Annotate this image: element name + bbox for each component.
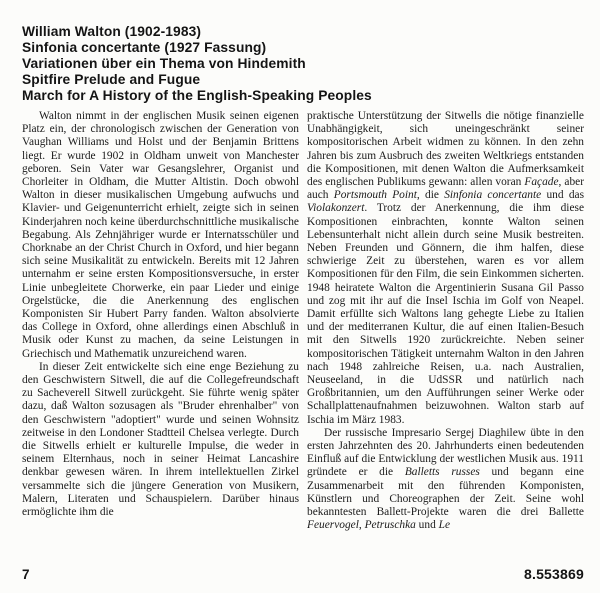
paragraph xyxy=(307,427,584,533)
paragraph xyxy=(307,110,584,427)
text-run-italic: Balletts russes xyxy=(404,466,480,479)
text-run: . Trotz der Anerkennung, die ihm diese Kompositionen einbrachten, konnte Walton seinen Lebensunterhalt nicht allein durch seine Musik bestreiten. Neben Freunden und Gönnern, die ihm halfen, diese schwierige Zeit zu überstehen, waren es vor allem Kompositionen für den Film, die sein Einkommen sicherten. 1948 heiratete Walton die Argentinierin Susana Gil Passo und zog mit ihr auf die Insel Ischia im Golf von Neapel. Damit erfüllte sich Waltons lang gehegte Liebe zu Italien und der mediterranen Kultur, die auf einen Italien-Besuch mit den Sitwells 1920 zurückreichte. Neben seiner kompositorischen Tätigkeit unternahm Walton in den Jahren nach 1948 zahlreiche Reisen, u.a. nach Australien, Neuseeland, in die UdSSR und natürlich nach Großbritannien, um den Aufführungen seiner Werke oder Schallplattenaufnahmen beizuwohnen. Walton starb auf Ischia im März 1983. xyxy=(307,202,584,426)
text-column-right xyxy=(307,110,584,533)
text-run: , aber auch xyxy=(307,176,584,202)
text-run-italic: Petruschka xyxy=(364,519,416,532)
text-run: , xyxy=(358,519,365,532)
work-title-1: Sinfonia concertante (1927 Fassung) xyxy=(22,40,267,55)
page-number: 7 xyxy=(22,567,30,582)
text-column-left xyxy=(22,110,299,533)
text-run: Der russische Impresario Sergej Diaghilew übte in den ersten Jahrzehnten des 20. Jahrhunderts einen bedeutenden Einfluß auf die Entwicklung der westlichen Musik aus. 1911 gründete er die xyxy=(307,426,584,479)
page-footer xyxy=(22,566,584,582)
text-run: praktische Unterstützung der Sitwells die nötige finanzielle Unabhängigkeit, sich uneingeschränkt seiner kompositorischen Arbeit widmen zu können. In den zehn Jahren bis zum Ausbruch des zweiten Weltkriegs entstanden die Kompositionen, mit denen Walton die Aufmerksamkeit des englischen Publikums gewann: allen voran xyxy=(307,110,584,189)
text-run-italic: Portsmouth Point xyxy=(333,189,417,202)
text-run-italic: Violakonzert xyxy=(307,202,365,215)
text-run: , die xyxy=(416,189,445,202)
text-run: und xyxy=(415,519,439,532)
text-run-italic: Sinfonia concertante xyxy=(444,189,542,202)
composer-title: William Walton (1902-1983) xyxy=(22,24,202,39)
text-run: und begann eine Zusammenarbeit mit den führenden Komponisten, Künstlern und Choreographen der Zeit. Seine wohl bekanntesten Ballett-Projekte waren die drei Ballette xyxy=(307,466,584,519)
text-run: und das xyxy=(541,189,585,202)
paragraph xyxy=(22,110,299,361)
work-title-3: Spitfire Prelude and Fugue xyxy=(22,72,201,87)
work-title-2: Variationen über ein Thema von Hindemith xyxy=(22,56,306,71)
text-run: In dieser Zeit entwickelte sich eine enge Beziehung zu den Geschwistern Sitwell, die auf die Collegefreundschaft zu Sacheverell Sitwell zurückgeht. Sie führte wenig später dazu, daß Walton sozusagen als "Bruder ehrenhalber" von den Geschwistern "adoptiert" wurde und seinen Wohnsitz zeitweise in den Londoner Stadtteil Chelsea verlegte. Durch die Sitwells erhielt er kulturelle Impulse, die weder in seinem Elternhaus, noch in seiner Heimat Lancashire denkbar gewesen wären. In ihrem intellektuellen Zirkel versammelte sich die jüngere Generation von Musikern, Malern, Literaten und Schauspielern. Darüber hinaus ermöglichte ihm die xyxy=(22,360,299,519)
text-run-italic: Feuervogel xyxy=(307,519,359,532)
work-title-block xyxy=(22,24,584,104)
paragraph xyxy=(22,361,299,519)
catalog-number: 8.553869 xyxy=(524,566,584,582)
work-title-4: March for A History of the English-Speaking Peoples xyxy=(22,88,372,103)
text-run: Walton nimmt in der englischen Musik seinen eigenen Platz ein, der chronologisch zwischen der Generation von Vaughan Williams und Holst und der Benjamin Brittens liegt. Er wurde 1902 in Oldham unweit von Manchester geboren. Sein Vater war Gesangslehrer, Organist und Chorleiter in Oldham, die Mutter Altistin. Doch obwohl Walton in dieser musikalischen Umgebung aufwuchs und Klavier- und Geigenunterricht erhielt, zeigte sich in seinen Kinderjahren noch keine überdurchschnittliche musikalische Begabung. Als Zehnjähriger wurde er Internatsschüler und Chorknabe an der Christ Church in Oxford, und hier begann sich seine Musikalität zu entwickeln. Bereits mit 12 Jahren unternahm er seine ersten Kompositionsversuche, in erster Linie unbegleitete Chorwerke, ein paar Lieder und einige Orgelstücke, die die Anerkennung des englischen Komponisten Sir Hubert Parry fanden. Walton absolvierte das College in Oxford, ohne allerdings einen Abschluß in Musik oder Kunst zu machen, da seine Leistungen in Griechisch und Mathematik unzureichend waren. xyxy=(22,110,299,360)
text-run-italic: Façade xyxy=(524,176,559,189)
liner-notes xyxy=(22,110,584,533)
text-run-italic: Le xyxy=(438,519,451,532)
